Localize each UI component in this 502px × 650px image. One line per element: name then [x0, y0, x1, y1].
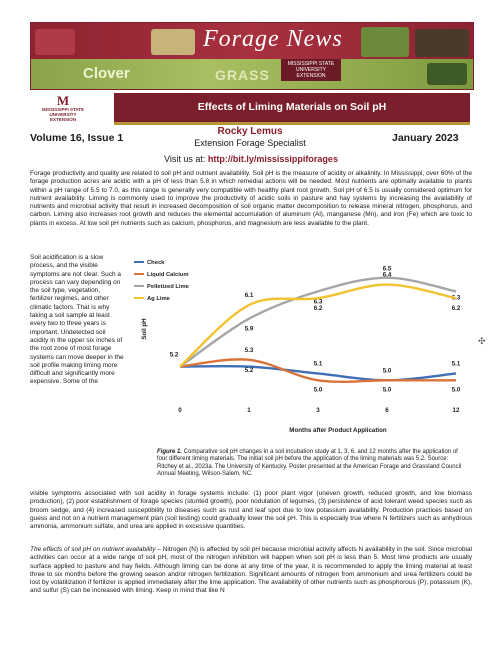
series-line-ag-lime [180, 285, 456, 367]
y-axis-label: Soil pH [141, 318, 148, 340]
banner-msu-line: MISSISSIPPI STATE [287, 61, 335, 67]
data-label: 6.4 [382, 271, 392, 279]
legend-entry: Check [147, 260, 165, 266]
author-role: Extension Forage Specialist [194, 138, 306, 148]
data-label: 5.0 [313, 386, 323, 394]
paragraph-symptoms: visible symptoms associated with soil acidity in forage systems include: (1) poor plant vigor (uneven growth, reduced growth, and low biomass production), (2) poor establishment of forage species (stunted growth), poor nodulation of legumes, (3) persistence of acid tolerant weed species such as broom sedge, and (4) increased susceptibility to diseases such as rust and leaf spot due to low potassium availability. Production practices based on guess and not on a nutrient management plan (soil testing) could gradually lower the soil pH. This is especially true where N fertilizers such as anhydrous ammonia, ammonium sulfate, and urea are applied in excessive quantities. [30, 490, 472, 531]
soil-ph-chart-svg [132, 256, 472, 446]
article-title: Effects of Liming Materials on Soil pH [114, 93, 470, 122]
soil-ph-chart [132, 256, 472, 446]
figure-caption-text: Comparative soil pH changes in a soil incubation study at 1, 3, 6, and 12 months after the application of four different liming materials. The initial soil pH before the application of the liming materials was 5.2. Source: Ritchey et al., 2023a. The University of Kentucky. Poster presented at the American Forage and Grassland Council Annual Meeting, Wilson-Salem, NC. [157, 449, 462, 478]
paragraph-nutrient-availability [30, 546, 472, 596]
legend-entry: Pelletized Lime [147, 284, 189, 290]
banner-msu-line: EXTENSION [296, 73, 326, 79]
visit-line [0, 154, 502, 164]
banner-word-grass: GRASS [215, 67, 270, 83]
banner-photo-hay-bale [427, 63, 467, 85]
series-line-pelletized-lime [180, 278, 456, 367]
logo-line: MISSISSIPPI STATE [41, 107, 85, 112]
x-tick-label: 3 [316, 407, 320, 414]
data-label: 5.2 [244, 366, 254, 374]
figure-caption [157, 449, 469, 479]
x-axis-label: Months after Product Application [289, 427, 387, 434]
banner-msu-badge [281, 59, 341, 81]
title-underline [114, 122, 470, 125]
banner-photo-farm [151, 29, 195, 55]
x-tick-label: 0 [178, 407, 182, 414]
data-label: 5.1 [313, 360, 323, 368]
masthead-banner [30, 22, 474, 90]
website-link[interactable]: http://bit.ly/mississippiforages [207, 154, 338, 164]
x-tick-label: 12 [452, 407, 460, 414]
x-tick-label: 6 [385, 407, 389, 414]
data-label: 6.3 [451, 294, 461, 302]
banner-msu-line: UNIVERSITY [295, 67, 326, 73]
section-text: – Nitrogen (N) is affected by soil pH because microbial activity affects N availability in the soil. Since microbial activities can occur at a wide range of soil pH, most of the nitrogen inhibition will happen when soil pH is less than 5. Most lime products are usually surface applied to pasture and hay fields. Although liming can be done at any time of the year, it is recommended to apply the liming material at least three to six months before the growing season and/or nitrogen fertilization. Significant amounts of nitrogen from ammonium and urea fertilizers could be lost by volatilization if fertilizer is applied immediately after the lime application. The availability of other nutrients such as phosphorous (P), potassium (K), and sulfur (S) can be increased with liming. Keep in mind that like N [30, 546, 472, 595]
data-label: 5.0 [382, 367, 392, 375]
data-label: 6.2 [451, 305, 461, 313]
section-lead: The effects of soil pH on nutrient availability [30, 546, 156, 553]
data-label: 5.1 [451, 360, 461, 368]
banner-photo-hay [361, 27, 409, 57]
data-label: 5.2 [169, 351, 179, 359]
x-tick-label: 1 [247, 407, 251, 414]
data-label: 6.1 [244, 292, 254, 300]
data-label: 6.3 [313, 298, 323, 306]
data-label: 6.2 [313, 305, 323, 313]
volume-issue: Volume 16, Issue 1 [30, 132, 124, 144]
paragraph-intro: Forage productivity and quality are related to soil pH and nutrient availability. Soil pH is the measure of acidity or alkalinity. In Mississippi, over 60% of the forage production acres are acidic with a pH of less than 5.8 in which remedial actions will be needed. Most nutrients are optimally available to plants within a pH range of 5.5 to 7.0, as this range is generally very compatible with healthy plant root growth. Soil pH of 6.5 is usually considered optimum for nutrient availability. Liming is commonly used to improve the productivity of acidic soils in pasture and hay systems by increasing the availability of nutrients and microbial activity that result in increased decomposition of soil organic matter decomposition to release mineral nitrogen, phosphorus, and carbon. Liming also increases root growth and reduces the elemental accumulation of aluminum (Al), manganese (Mn), and iron (Fe) which are toxic to plants in excess. At low soil pH nutrients such as calcium, phosphorus, and magnesium are less available to the plant. [30, 170, 472, 227]
data-label: 5.9 [244, 325, 254, 333]
banner-photo-clover [35, 29, 75, 55]
series-line-check [180, 366, 456, 380]
data-label: 6.5 [382, 265, 392, 273]
logo-mark: M [56, 93, 70, 108]
logo-line: UNIVERSITY [49, 112, 77, 117]
paragraph-acidification: Soil acidification is a slow process, and the visible symptoms are not clear. Such a process can vary depending on the soil type, vegetation, fertilizer regimes, and other climatic factors. That is why taking a soil sample at least every two to three years is important. Undetected soil acidity in the upper six inches of the root zone of most forage systems can move deeper in the soil profile making liming more difficult and significantly more expensive. Some of the [30, 254, 124, 386]
data-label: 5.3 [244, 346, 254, 354]
legend-entry: Ag Lime [147, 296, 170, 302]
issue-date: January 2023 [392, 132, 459, 144]
msu-extension-logo [34, 94, 92, 132]
logo-line: EXTENSION [49, 117, 76, 122]
figure-label: Figure 1. [157, 449, 183, 455]
banner-word-clover: Clover [83, 65, 130, 82]
expand-icon[interactable]: ✣ [478, 336, 486, 346]
legend-entry: Liquid Calcium [147, 272, 189, 278]
visit-prefix: Visit us at: [164, 154, 206, 164]
data-label: 5.0 [451, 386, 461, 394]
data-label: 5.0 [382, 386, 392, 394]
author-name: Rocky Lemus [217, 126, 283, 137]
author-block [150, 126, 350, 149]
banner-photo-cattle [415, 29, 469, 57]
banner-title: Forage News [203, 26, 343, 52]
